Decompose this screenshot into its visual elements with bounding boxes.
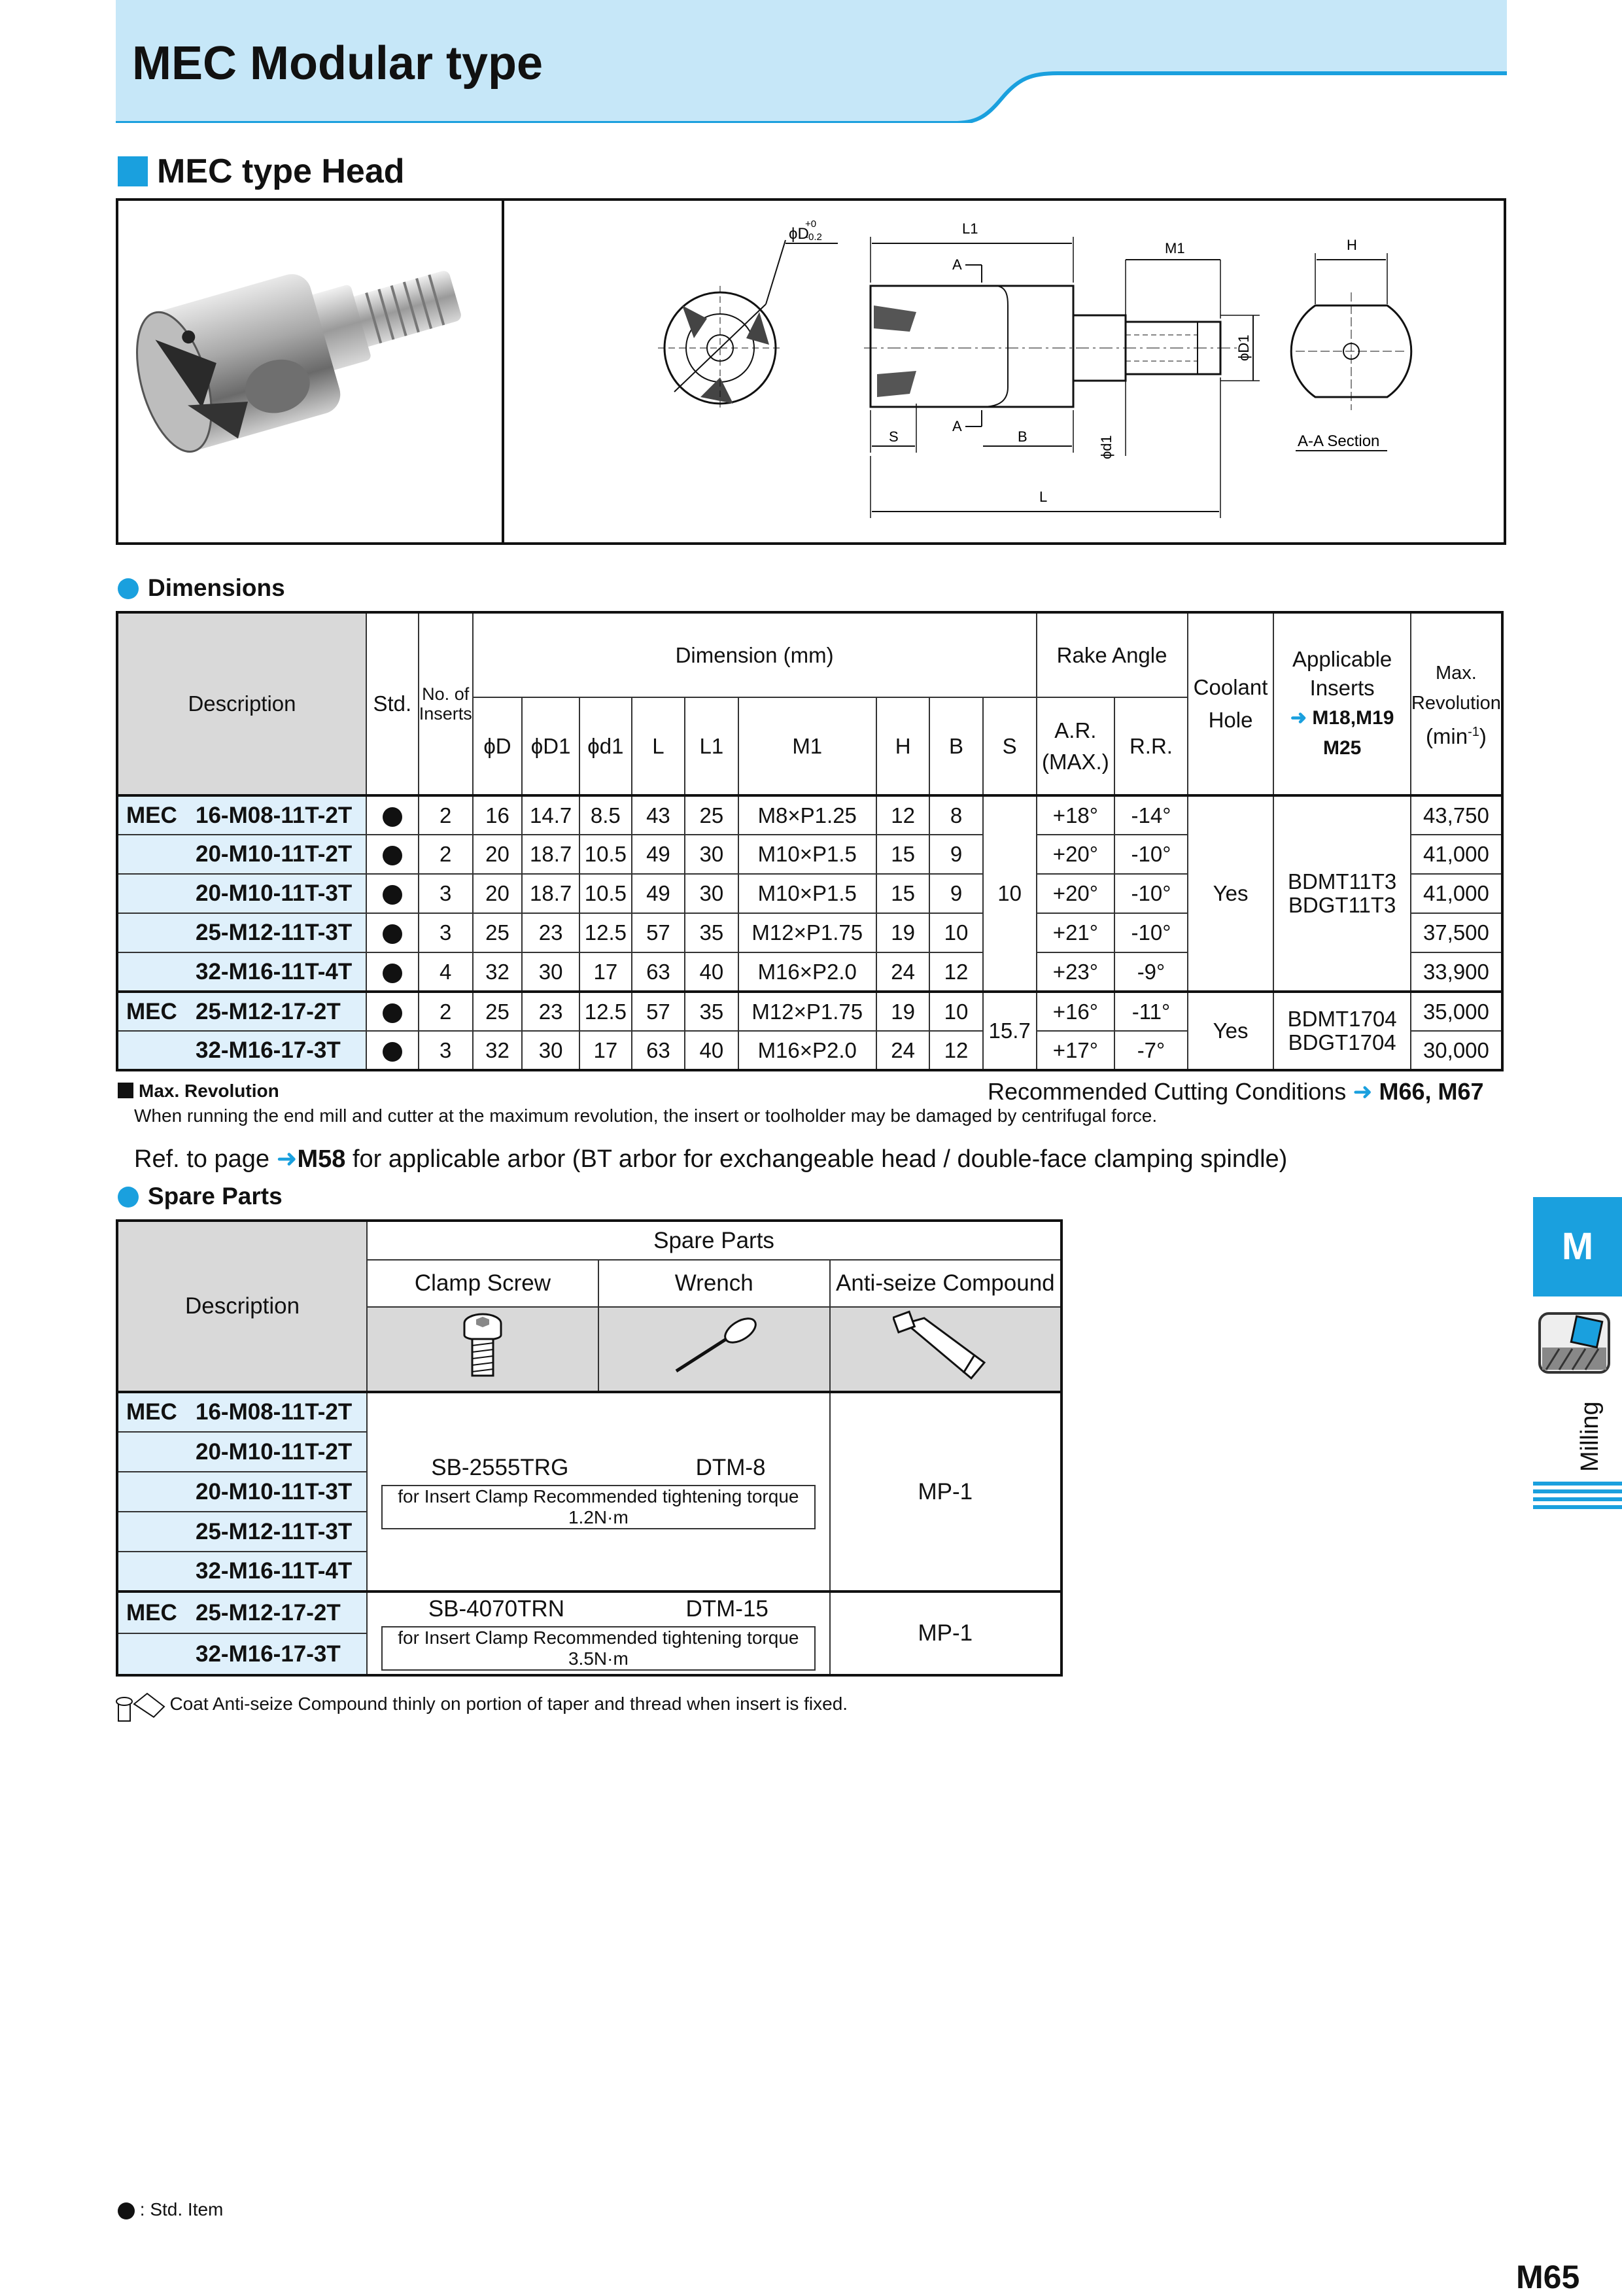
cell-b: 8 [929,795,982,835]
side-stripes [1533,1482,1622,1509]
cell-l1: 30 [685,835,738,874]
cell-b: 12 [929,952,982,992]
dimensions-heading-text: Dimensions [148,574,285,601]
cell-inserts: 3 [419,874,473,913]
row-description: 32-M16-11T-4T [117,952,366,992]
spare-parts-heading-text: Spare Parts [148,1183,283,1209]
row-description: 20-M10-11T-2T [117,835,366,874]
cell-d1: 8.5 [579,795,632,835]
row-description: 20-M10-11T-3T [117,874,366,913]
milling-side-label [1557,1393,1604,1472]
header-rr: R.R. [1114,697,1187,795]
cell-max-revolution: 30,000 [1411,1031,1502,1070]
cell-m1: M12×P1.75 [738,992,876,1031]
cell-l: 49 [632,874,685,913]
compound-note [114,1691,848,1724]
spare-row-description: 25-M12-11T-3T [117,1512,367,1552]
std-bullet-icon [383,807,402,827]
table-row [117,992,1502,1031]
header-phi-d1-large: ϕD1 [522,697,579,795]
cell-l: 57 [632,992,685,1031]
cell-h: 15 [876,835,929,874]
cell-m1: M10×P1.5 [738,835,876,874]
cell-d1: 10.5 [579,835,632,874]
cell-max-revolution: 43,750 [1411,795,1502,835]
cell-d1: 30 [522,1031,579,1070]
std-bullet-icon [383,964,402,983]
row-std [366,874,419,913]
arrow-right-icon: ➜ [1353,1078,1373,1105]
header-l: L [632,697,685,795]
arrow-right-icon: ➜ [276,1145,298,1173]
dim-label-l1: L1 [962,220,978,237]
header-applicable-inserts: Applicable Inserts ➜ M18,M19 M25 [1273,612,1410,795]
tool-photo [125,227,491,521]
cell-l1: 35 [685,913,738,952]
cell-ar: +21° [1037,913,1115,952]
cell-rr: -10° [1114,913,1187,952]
section-tab-m[interactable]: M [1533,1197,1622,1296]
compound-code: MP-1 [830,1592,1061,1675]
header-m1: M1 [738,697,876,795]
cell-rr: -11° [1114,992,1187,1031]
table-row [117,1392,1061,1432]
torque-note: for Insert Clamp Recommended tightening torque 3.5N·m [381,1626,816,1671]
section-title [118,152,405,191]
screw-compound-icon [114,1691,167,1724]
compound-tube-icon [893,1310,997,1382]
cell-d: 16 [473,795,523,835]
cell-max-revolution: 35,000 [1411,992,1502,1031]
square-bullet-icon [118,156,148,186]
cell-d1: 10.5 [579,874,632,913]
dim-label-s: S [889,428,899,445]
cell-b: 10 [929,913,982,952]
cell-inserts: 3 [419,913,473,952]
dim-label-phid1: ϕd1 [1098,435,1114,459]
cell-inserts: 4 [419,952,473,992]
row-std [366,1031,419,1070]
cell-ar: +20° [1037,874,1115,913]
cell-h: 12 [876,795,929,835]
row-description: MEC 25-M12-17-2T [117,992,366,1031]
clamp-screw-icon-cell [367,1307,598,1392]
cell-d1: 12.5 [579,913,632,952]
cell-d1: 17 [579,1031,632,1070]
row-description: MEC 16-M08-11T-2T [117,795,366,835]
cell-b: 9 [929,835,982,874]
std-item-legend: : Std. Item [118,2199,223,2220]
header-no-of-inserts: No. of Inserts [419,612,473,795]
std-bullet-icon [383,924,402,944]
clamp-screw-icon [457,1310,509,1382]
cell-coolant-group1: Yes [1188,795,1274,992]
spare-row-description: 20-M10-11T-2T [117,1432,367,1472]
cell-h: 24 [876,952,929,992]
cell-s-group1: 10 [983,795,1037,992]
std-bullet-icon [383,885,402,905]
dim-label-l: L [1039,489,1048,505]
cell-d1: 23 [522,992,579,1031]
row-std [366,835,419,874]
row-description: 32-M16-17-3T [117,1031,366,1070]
cell-inserts: 2 [419,992,473,1031]
std-bullet-icon [118,2202,135,2219]
cell-h: 24 [876,1031,929,1070]
page-title: MEC Modular type [132,37,544,90]
cell-ar: +20° [1037,835,1115,874]
circle-bullet-icon [118,578,139,599]
spare-row-description: MEC 25-M12-17-2T [117,1592,367,1633]
header-dimension: Dimension (mm) [473,612,1037,697]
cell-inserts: 2 [419,835,473,874]
max-revolution-note-text: When running the end mill and cutter at the maximum revolution, the insert or toolholder may be damaged by centrifugal force. [134,1105,1158,1126]
cell-max-revolution: 37,500 [1411,913,1502,952]
cell-l1: 35 [685,992,738,1031]
cell-l1: 25 [685,795,738,835]
dim-label-phid1-large: ϕD1 [1235,334,1252,361]
cell-d1: 17 [579,952,632,992]
spare-parts-table [116,1219,1063,1677]
cell-max-revolution: 33,900 [1411,952,1502,992]
cell-d: 20 [473,835,523,874]
header-phi-d1-small: ϕd1 [579,697,632,795]
row-description: 25-M12-11T-3T [117,913,366,952]
row-std [366,992,419,1031]
cell-l: 43 [632,795,685,835]
cell-l1: 40 [685,1031,738,1070]
cell-inserts: 2 [419,795,473,835]
spare-screw-wrench-cell [367,1592,830,1675]
cell-d1: 12.5 [579,992,632,1031]
dim-label-phiD: ϕD [789,225,809,243]
cell-l: 49 [632,835,685,874]
spare-parts-heading [118,1183,283,1210]
torque-note: for Insert Clamp Recommended tightening torque 1.2N·m [381,1485,816,1529]
spare-row-description: MEC 16-M08-11T-2T [117,1392,367,1432]
dim-label-a-top: A [952,256,962,273]
std-bullet-icon [383,1042,402,1062]
cell-l1: 40 [685,952,738,992]
cell-d1: 18.7 [522,874,579,913]
clamp-screw-code: SB-2555TRG [431,1454,569,1480]
compound-code: MP-1 [830,1392,1061,1592]
dim-label-m1: M1 [1165,240,1185,256]
std-bullet-icon [383,1003,402,1023]
cell-inserts-group1: BDMT11T3 BDGT11T3 [1273,795,1410,992]
arrow-right-icon: ➜ [1290,707,1307,729]
cell-h: 15 [876,874,929,913]
cell-ar: +23° [1037,952,1115,992]
cell-inserts-group2: BDMT1704 BDGT1704 [1273,992,1410,1070]
cell-d: 25 [473,913,523,952]
cell-m1: M12×P1.75 [738,913,876,952]
cell-m1: M8×P1.25 [738,795,876,835]
cell-d: 32 [473,952,523,992]
max-revolution-note-title: Max. Revolution [118,1081,279,1102]
dimensions-heading [118,574,285,602]
technical-drawing [511,207,1498,538]
header-phi-d: ϕD [473,697,523,795]
std-bullet-icon [383,846,402,865]
cell-max-revolution: 41,000 [1411,835,1502,874]
cell-d: 20 [473,874,523,913]
header-description: Description [117,612,366,795]
header-max-revolution: Max. Revolution $(\min^{-1})$ [1411,612,1502,795]
header-b: B [929,697,982,795]
cell-rr: -9° [1114,952,1187,992]
header-s: S [983,697,1037,795]
cell-m1: M16×P2.0 [738,952,876,992]
cell-m1: M16×P2.0 [738,1031,876,1070]
dim-label-tol-upper: +0 [805,218,817,230]
cell-b: 12 [929,1031,982,1070]
tool-figure [116,198,1506,545]
table-row [117,795,1502,835]
spare-header-compound: Anti-seize Compound [830,1260,1061,1307]
section-label: A-A Section [1298,432,1380,450]
milling-category-icon [1533,1308,1622,1380]
cell-max-revolution: 41,000 [1411,874,1502,913]
spare-row-description: 32-M16-11T-4T [117,1552,367,1592]
cell-l: 63 [632,952,685,992]
cell-inserts: 3 [419,1031,473,1070]
row-std [366,913,419,952]
cell-s-group2: 15.7 [983,992,1037,1070]
cell-ar: +16° [1037,992,1115,1031]
cell-coolant-group2: Yes [1188,992,1274,1070]
wrench-icon [668,1313,760,1379]
header-std: Std. [366,612,419,795]
cell-rr: -7° [1114,1031,1187,1070]
cell-b: 10 [929,992,982,1031]
cell-d: 32 [473,1031,523,1070]
milling-side-label-text: Milling [1576,1401,1604,1472]
cell-d1: 14.7 [522,795,579,835]
cell-h: 19 [876,913,929,952]
cell-d1: 23 [522,913,579,952]
table-row [117,1592,1061,1633]
dim-label-b: B [1018,428,1027,445]
recommended-cutting-conditions: Recommended Cutting Conditions ➜ M66, M67 [988,1078,1484,1105]
square-marker-icon [118,1083,133,1098]
spare-row-description: 20-M10-11T-3T [117,1472,367,1512]
clamp-screw-code: SB-4070TRN [428,1596,564,1622]
cell-d: 25 [473,992,523,1031]
wrench-code: DTM-15 [685,1596,768,1622]
cell-rr: -14° [1114,795,1187,835]
compound-note-text: Coat Anti-seize Compound thinly on portion of taper and thread when insert is fixed. [169,1694,848,1714]
page-number: M65 [1516,2259,1580,2295]
cell-rr: -10° [1114,874,1187,913]
cell-h: 19 [876,992,929,1031]
section-title-text: MEC type Head [157,152,405,190]
header-coolant-hole: Coolant Hole [1188,612,1274,795]
cell-ar: +18° [1037,795,1115,835]
row-std [366,952,419,992]
cell-rr: -10° [1114,835,1187,874]
cell-d1: 30 [522,952,579,992]
compound-icon-cell [830,1307,1061,1392]
reference-note: Ref. to page ➜M58 for applicable arbor (BT arbor for exchangeable head / double-face clamping spindle) [134,1145,1288,1173]
cell-d1: 18.7 [522,835,579,874]
spare-header-spare-parts: Spare Parts [367,1221,1061,1260]
dim-label-h: H [1347,237,1357,253]
header-l1: L1 [685,697,738,795]
dim-label-tol-lower: -0.2 [805,232,822,243]
spare-header-description: Description [117,1221,367,1392]
wrench-icon-cell [598,1307,830,1392]
cell-l: 57 [632,913,685,952]
header-ar-max: A.R. (MAX.) [1037,697,1115,795]
cell-l: 63 [632,1031,685,1070]
spare-row-description: 32-M16-17-3T [117,1633,367,1675]
spare-screw-wrench-cell [367,1392,830,1592]
wrench-code: DTM-8 [695,1454,766,1480]
cell-l1: 30 [685,874,738,913]
cell-ar: +17° [1037,1031,1115,1070]
figure-divider [502,201,504,542]
header-h: H [876,697,929,795]
circle-bullet-icon [118,1187,139,1208]
cell-b: 9 [929,874,982,913]
spare-header-wrench: Wrench [598,1260,830,1307]
spare-header-clamp-screw: Clamp Screw [367,1260,598,1307]
row-std [366,795,419,835]
cell-m1: M10×P1.5 [738,874,876,913]
dim-label-a-bottom: A [952,418,962,434]
dimensions-table [116,611,1504,1071]
header-rake-angle: Rake Angle [1037,612,1188,697]
